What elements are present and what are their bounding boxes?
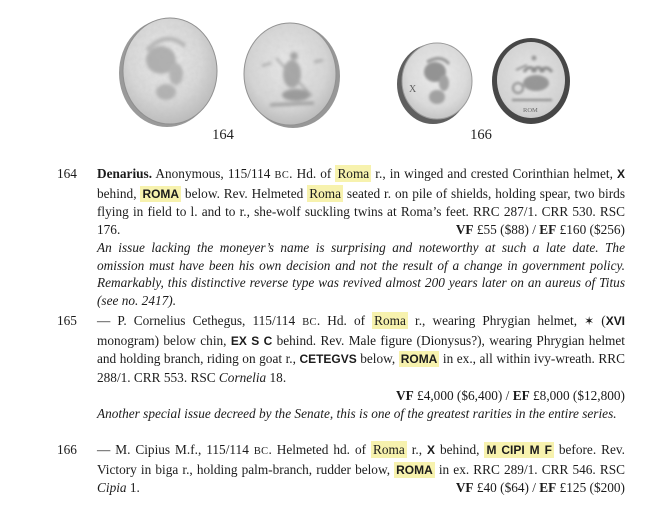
coin-legend-x: X — [409, 84, 417, 95]
grade-label: EF — [539, 222, 557, 238]
description-segment: in ex. RRC 289/1. CRR 546. RSC — [434, 461, 625, 477]
highlighted-term: M CIPI M F — [486, 443, 552, 457]
description-segment: in ex., all within ivy-wreath. RRC 288/1. CRR 553. RSC — [97, 351, 625, 386]
coin-166-reverse-image — [490, 36, 572, 126]
entry-166-description — [97, 441, 625, 497]
price-165 — [97, 387, 625, 405]
description-segment: . Hd. of — [316, 313, 373, 328]
legend-letters: EX S C — [230, 333, 273, 348]
rsc-name-italic: Cornelia — [218, 370, 267, 386]
price-value: £8,000 ($12,800) — [529, 387, 625, 403]
description-segment: before. Rev. Victory in biga r., holding palm-branch, rudder below, — [97, 442, 625, 477]
description-segment: BC — [302, 317, 317, 328]
description-segment: r., in winged and crested Corinthian helmet, — [371, 166, 618, 181]
description-segment: behind, — [435, 442, 485, 457]
description-segment: . Helmeted hd. of — [268, 442, 371, 457]
description-segment: — M. Cipius M.f., 115/114 — [97, 442, 254, 457]
entry-164-commentary — [97, 239, 625, 310]
price-value: £55 ($88) / — [473, 222, 540, 238]
price-164 — [448, 221, 625, 239]
description-segment: BC — [274, 170, 290, 181]
lot-number-165: 165 — [57, 313, 77, 328]
highlighted-term: ROMA — [396, 462, 433, 477]
description-segment: 18. — [266, 370, 287, 386]
legend-letters: XVI — [605, 314, 626, 328]
catalog-entry-166 — [57, 441, 625, 497]
catalog-entry-164 — [57, 165, 625, 310]
legend-letters: CETEGVS — [299, 352, 357, 367]
description-segment: Anonymous, 115/114 — [152, 166, 275, 181]
highlighted-term: ROMA — [142, 186, 180, 201]
highlighted-term: Roma — [373, 442, 405, 457]
grade-label: EF — [539, 480, 557, 496]
rsc-name-italic: Cipia — [97, 480, 127, 496]
highlighted-term: Roma — [309, 185, 341, 201]
lot-number-166: 166 — [57, 442, 77, 457]
entry-165-description — [97, 312, 625, 387]
plate-label-164: 164 — [212, 127, 234, 143]
highlighted-term: Roma — [337, 166, 370, 181]
highlighted-term: ROMA — [400, 352, 438, 367]
price-value: £40 ($64) / — [473, 480, 540, 496]
legend-letter: X — [617, 167, 626, 181]
description-segment: r., — [406, 442, 428, 457]
description-segment: r., wearing Phrygian helmet, — [407, 313, 585, 328]
commentary-text: Another special issue decreed by the Senate, this is one of the greatest rarities in the entire series. — [97, 405, 617, 421]
xvi-monogram-symbol: ✶ — [584, 314, 595, 328]
grade-label: EF — [512, 387, 530, 403]
description-segment: below, — [356, 351, 399, 367]
grade-label: VF — [455, 222, 474, 238]
lot-number-164: 164 — [57, 166, 77, 181]
description-segment: monogram) below chin, — [97, 332, 231, 348]
description-segment: seated r. on pile of shields, holding spear, two birds flying in field to l. and to r., she-wolf suckling twins at Roma’s feet. RRC 287/1. CRR 530. RSC 176. — [97, 185, 625, 238]
price-value: £4,000 ($6,400) / — [413, 387, 513, 403]
description-segment: 1. — [126, 480, 140, 496]
description-segment: — P. Cornelius Cethegus, 115/114 — [97, 313, 303, 328]
coin-164-reverse-image — [240, 20, 340, 130]
description-segment: Denarius. — [97, 166, 153, 181]
coin-166-obverse-image — [397, 40, 475, 124]
description-segment: behind, — [97, 185, 141, 201]
description-segment: behind. Rev. Male figure (Dionysus?), wearing Phrygian helmet and holding branch, riding on goat r., — [97, 332, 625, 367]
description-segment: below. Rev. Helmeted — [181, 185, 308, 201]
coin-legend-rom: ROM — [523, 107, 538, 114]
description-segment: . Hd. of — [289, 166, 336, 181]
entry-164-description — [97, 165, 625, 239]
legend-letter: X — [427, 443, 436, 457]
description-segment: ( — [594, 313, 606, 328]
highlighted-term: Roma — [374, 313, 406, 328]
price-value: £160 ($256) — [556, 222, 625, 238]
price-166 — [448, 479, 625, 497]
price-value: £125 ($200) — [556, 480, 625, 496]
coin-164-obverse-image — [119, 16, 219, 128]
grade-label: VF — [455, 480, 474, 496]
grade-label: VF — [395, 387, 414, 403]
entry-165-commentary — [97, 405, 625, 423]
plate-label-166: 166 — [470, 127, 492, 143]
catalog-entry-165 — [57, 312, 625, 422]
description-segment: BC — [253, 446, 269, 457]
commentary-text: An issue lacking the moneyer’s name is surprising and noteworthy at such a late date. The omission must have been his own decision and not the result of a change in government policy. Remarkably, this distinctive reverse type was revived almost 200 years later on an aureus of Titus (see no. 2417). — [97, 239, 625, 308]
